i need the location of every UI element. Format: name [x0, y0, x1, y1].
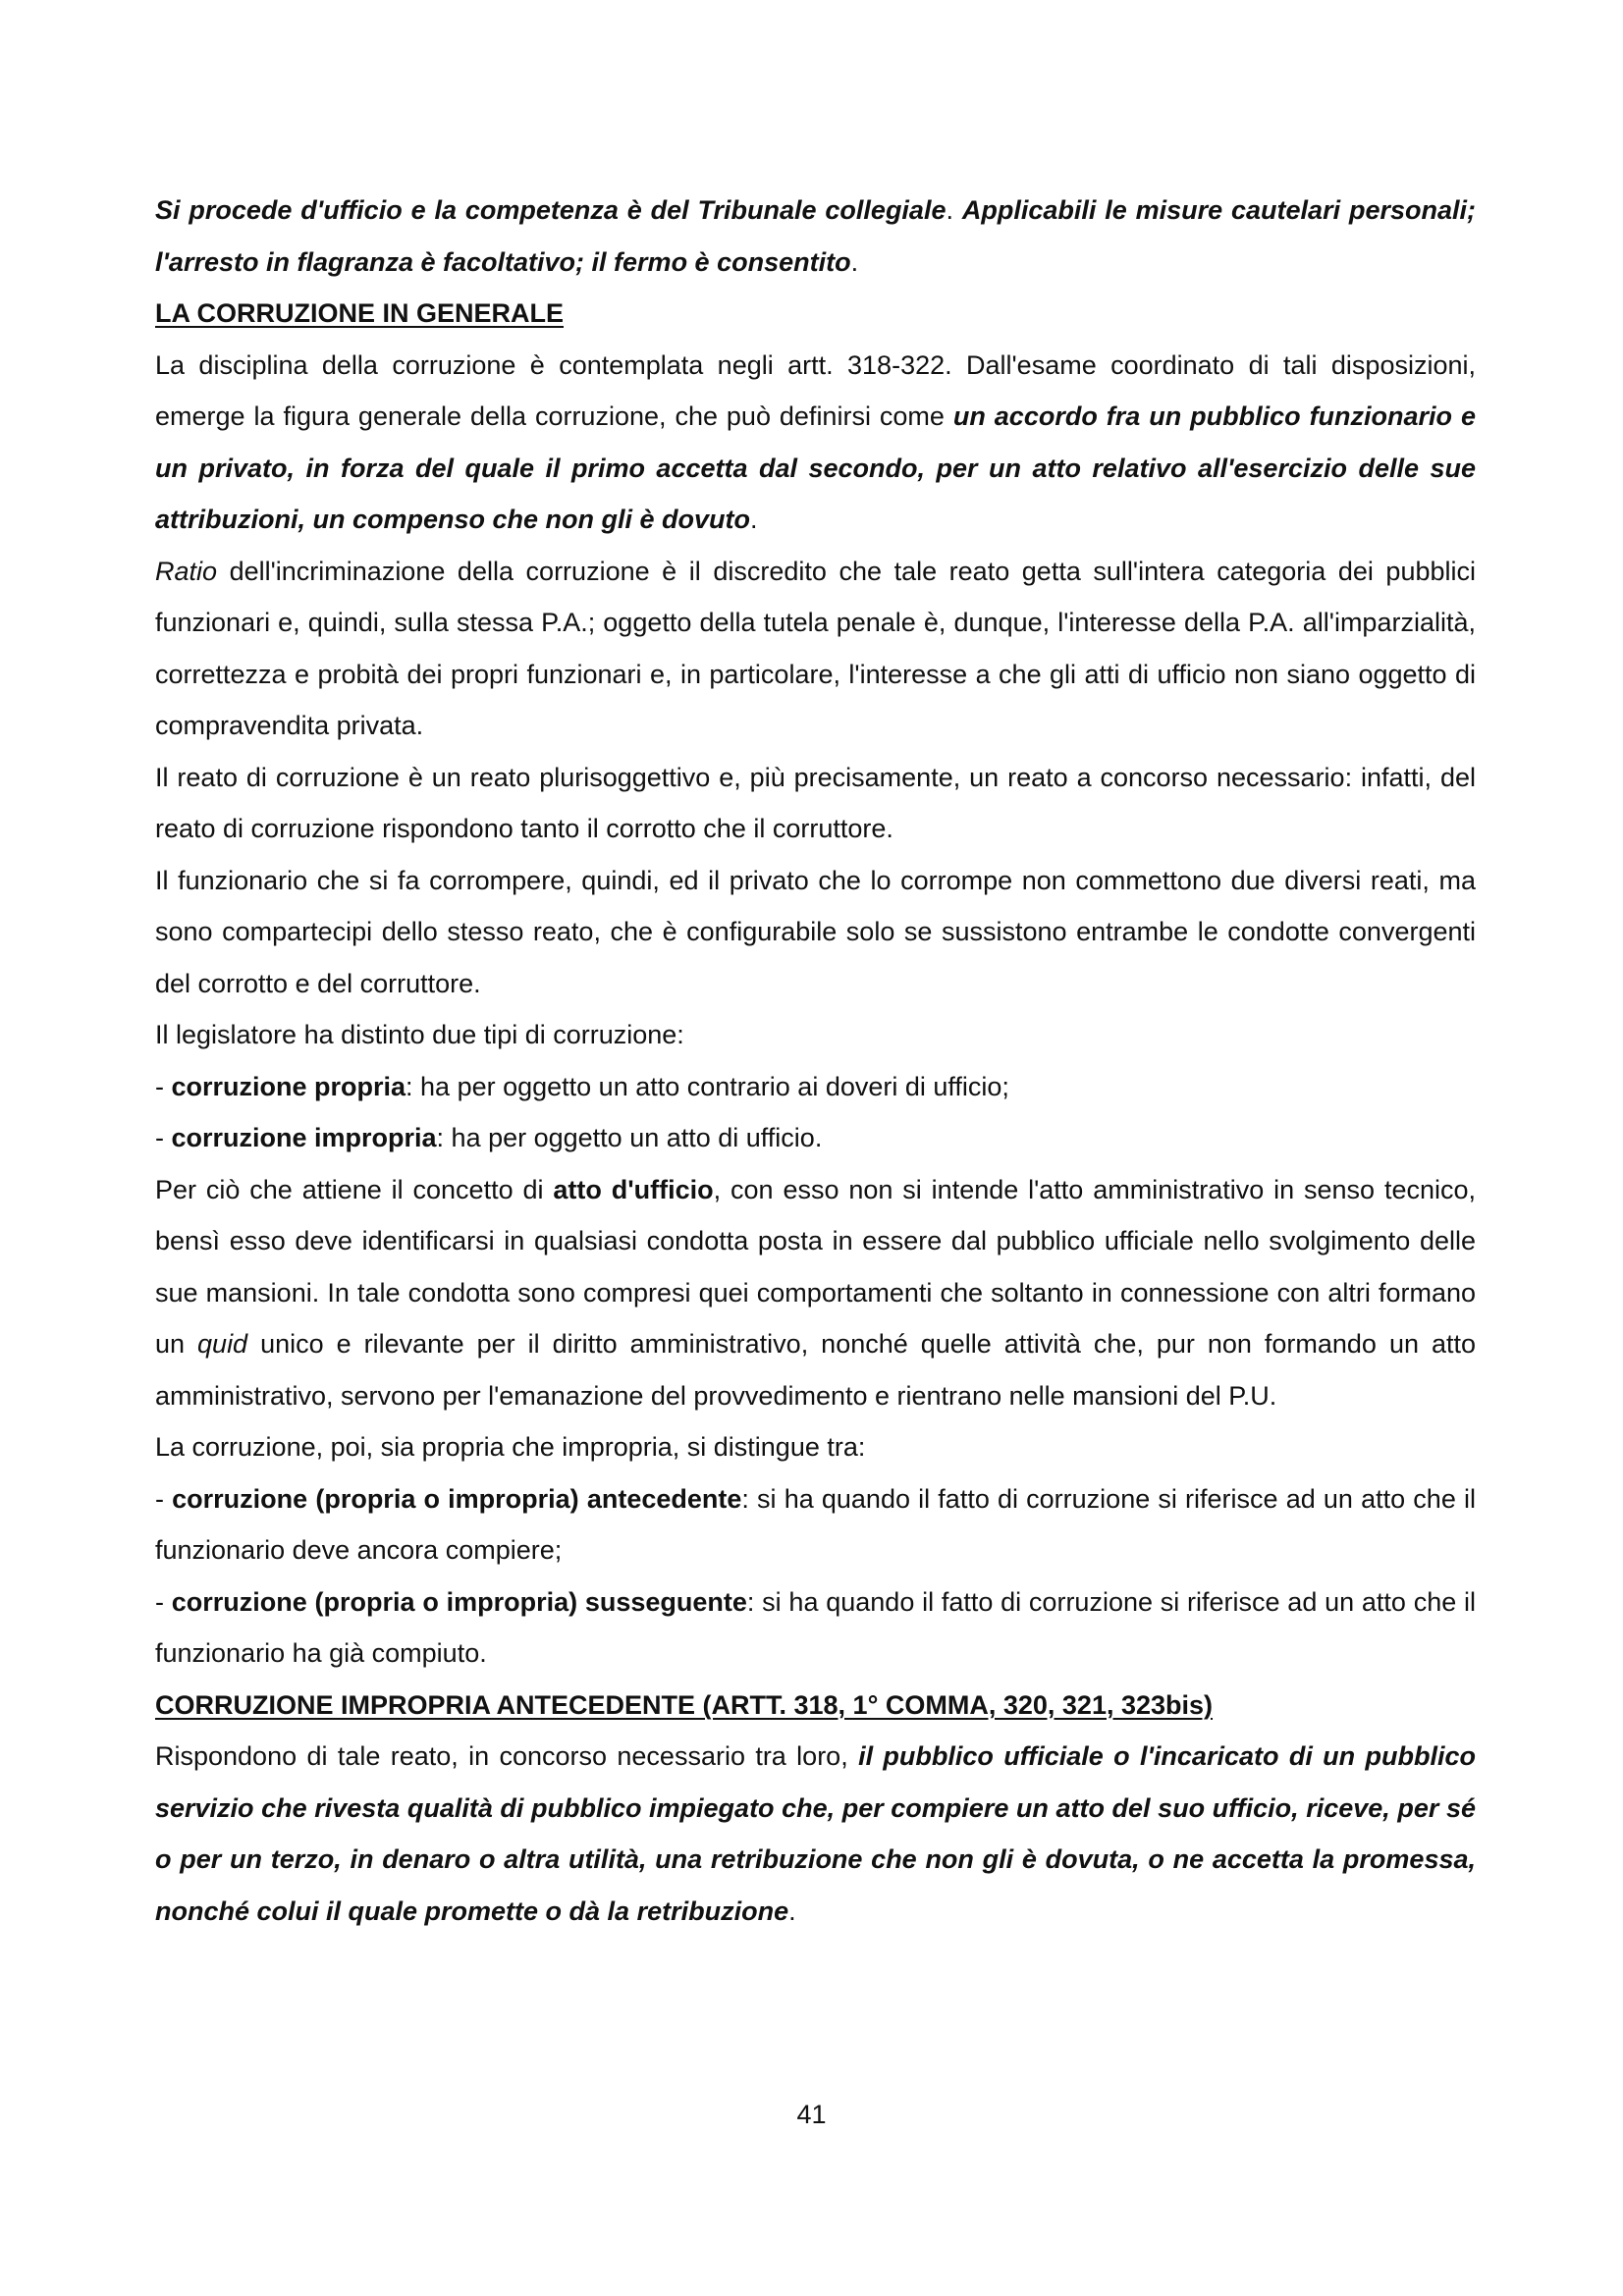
- page-number: 41: [796, 2100, 827, 2129]
- document-page: [155, 185, 1476, 1937]
- list-item-corruzione-impropria: - corruzione impropria: ha per oggetto un atto di ufficio.: [155, 1123, 823, 1152]
- paragraph-compartecipi: Il funzionario che si fa corrompere, quindi, ed il privato che lo corrompe non commettono due diversi reati, ma sono compartecipi dello stesso reato, che è configurabile solo se sussistono entrambe le condotte convergenti del corrotto e del corruttore.: [155, 865, 1476, 998]
- paragraph-definition: La disciplina della corruzione è contemplata negli artt. 318-322. Dall'esame coordinato di tali disposizioni, emerge la figura generale della corruzione, che può definirsi come un accordo fra un pubblico funzionario e un privato, in forza del quale il primo accetta dal secondo, per un atto relativo all'esercizio delle sue attribuzioni, un compenso che non gli è dovuto.: [155, 349, 1477, 534]
- paragraph-procedure: Si procede d'ufficio e la competenza è del Tribunale collegiale. Applicabili le misure cautelari personali; l'arresto in flagranza è facoltativo; il fermo è consentito.: [155, 195, 1476, 277]
- list-item-corruzione-propria: - corruzione propria: ha per oggetto un atto contrario ai doveri di ufficio;: [155, 1071, 1009, 1101]
- paragraph-ratio: Ratio dell'incriminazione della corruzione è il discredito che tale reato getta sull'intera categoria dei pubblici funzionari e, quindi, sulla stessa P.A.; oggetto della tutela penale è, dunque, l'interesse della P.A. all'imparzialità, correttezza e probità dei propri funzionari e, in particolare, l'interesse a che gli atti di ufficio non siano oggetto di compravendita privata.: [155, 556, 1476, 740]
- paragraph-due-tipi: Il legislatore ha distinto due tipi di corruzione:: [155, 1020, 684, 1049]
- list-item-antecedente: - corruzione (propria o impropria) antecedente: si ha quando il fatto di corruzione si riferisce ad un atto che il funzionario deve ancora compiere;: [155, 1483, 1476, 1565]
- paragraph-plurisoggettivo: Il reato di corruzione è un reato plurisoggettivo e, più precisamente, un reato a concorso necessario: infatti, del reato di corruzione rispondono tanto il corrotto che il corruttore.: [155, 762, 1476, 843]
- section-heading-impropria-antecedente: CORRUZIONE IMPROPRIA ANTECEDENTE (ARTT. 318, 1° COMMA, 320, 321, 323bis): [155, 1689, 1214, 1720]
- list-item-susseguente: - corruzione (propria o impropria) susseguente: si ha quando il fatto di corruzione si riferisce ad un atto che il funzionario ha già compiuto.: [155, 1586, 1476, 1668]
- paragraph-distinzione: La corruzione, poi, sia propria che impropria, si distingue tra:: [155, 1432, 866, 1462]
- section-heading-corruzione-generale: LA CORRUZIONE IN GENERALE: [155, 298, 565, 328]
- paragraph-rispondono: Rispondono di tale reato, in concorso necessario tra loro, il pubblico ufficiale o l'incaricato di un pubblico servizio che rivesta qualità di pubblico impiegato che, per compiere un atto del suo ufficio, riceve, per sé o per un terzo, in denaro o altra utilità, una retribuzione che non gli è dovuta, o ne accetta la promessa, nonché colui il quale promette o dà la retribuzione.: [155, 1741, 1476, 1926]
- paragraph-atto-ufficio: Per ciò che attiene il concetto di atto d'ufficio, con esso non si intende l'atto amministrativo in senso tecnico, bensì esso deve identificarsi in qualsiasi condotta posta in essere dal pubblico ufficiale nello svolgimento delle sue mansioni. In tale condotta sono compresi quei comportamenti che soltanto in connessione con altri formano un quid unico e rilevante per il diritto amministrativo, nonché quelle attività che, pur non formando un atto amministrativo, servono per l'emanazione del provvedimento e rientrano nelle mansioni del P.U.: [155, 1174, 1476, 1411]
